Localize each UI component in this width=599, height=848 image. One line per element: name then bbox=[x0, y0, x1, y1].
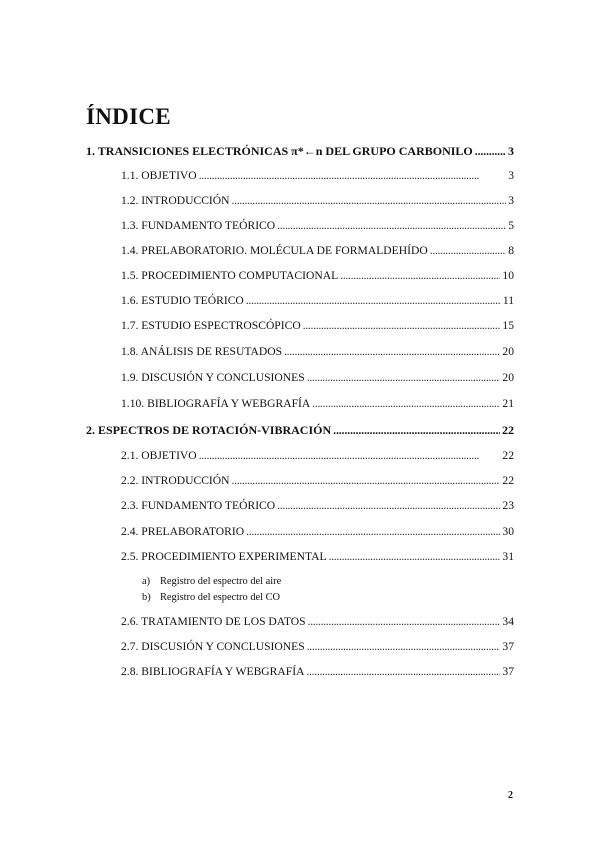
toc-item-2-7[interactable] bbox=[121, 640, 514, 654]
toc-item-1-10[interactable] bbox=[121, 397, 514, 411]
toc-page-number: 31 bbox=[502, 550, 514, 563]
toc-item-2-3[interactable] bbox=[121, 499, 514, 513]
dot-leader bbox=[475, 144, 506, 158]
subitem-title: Registro del espectro del CO bbox=[160, 592, 281, 603]
dot-leader bbox=[199, 169, 507, 183]
toc-item-1-8[interactable] bbox=[121, 345, 514, 359]
toc-item-1-4[interactable] bbox=[121, 244, 514, 258]
subitem-marker: b) bbox=[142, 592, 151, 603]
toc-page-number: 23 bbox=[502, 499, 514, 512]
toc-item-1-1[interactable] bbox=[121, 169, 514, 183]
toc-item-1-3[interactable] bbox=[121, 219, 514, 233]
toc-page-number: 3 bbox=[508, 144, 514, 158]
toc-item-1-9[interactable] bbox=[121, 371, 514, 385]
subitem-title: Registro del espectro del aire bbox=[160, 576, 282, 587]
toc-page-number: 37 bbox=[502, 640, 514, 653]
toc-page-number: 20 bbox=[502, 345, 514, 358]
toc-item-1-7[interactable] bbox=[121, 319, 514, 333]
toc-subitem-b[interactable] bbox=[142, 591, 280, 604]
toc-item-title: 2.7. DISCUSIÓN Y CONCLUSIONES bbox=[121, 640, 305, 653]
toc-item-2-4[interactable] bbox=[121, 525, 514, 539]
dot-leader bbox=[306, 665, 500, 679]
toc-item-title: 1.5. PROCEDIMIENTO COMPUTACIONAL bbox=[121, 269, 339, 282]
subitem-marker: a) bbox=[142, 576, 151, 587]
dot-leader bbox=[308, 615, 501, 629]
dot-leader bbox=[277, 499, 500, 513]
toc-item-title: 1.3. FUNDAMENTO TEÓRICO bbox=[121, 219, 276, 232]
toc-page-number: 8 bbox=[508, 244, 514, 257]
toc-section-1[interactable] bbox=[86, 144, 514, 158]
toc-section-title: 1. TRANSICIONES ELECTRÓNICAS π*←n DEL GRUPO CARBONILO bbox=[86, 144, 473, 158]
dot-leader bbox=[340, 269, 500, 283]
page-title: ÍNDICE bbox=[86, 104, 171, 129]
toc-item-title: 1.1. OBJETIVO bbox=[121, 169, 197, 182]
dot-leader bbox=[232, 474, 501, 488]
dot-leader bbox=[199, 449, 501, 463]
toc-page-number: 10 bbox=[502, 269, 514, 282]
dot-leader bbox=[333, 423, 500, 437]
toc-item-title: 2.5. PROCEDIMIENTO EXPERIMENTAL bbox=[121, 550, 327, 563]
toc-page-number: 22 bbox=[502, 423, 514, 437]
dot-leader bbox=[246, 294, 501, 308]
dot-leader bbox=[246, 525, 500, 539]
toc-page-number: 22 bbox=[502, 449, 514, 462]
toc-item-title: 2.6. TRATAMIENTO DE LOS DATOS bbox=[121, 615, 306, 628]
toc-item-2-1[interactable] bbox=[121, 449, 514, 463]
toc-item-title: 1.7. ESTUDIO ESPECTROSCÓPICO bbox=[121, 319, 301, 332]
toc-page-number: 3 bbox=[508, 169, 514, 182]
toc-item-title: 2.4. PRELABORATORIO bbox=[121, 525, 245, 538]
toc-item-title: 1.10. BIBLIOGRAFÍA Y WEBGRAFÍA bbox=[121, 397, 311, 410]
dot-leader bbox=[303, 319, 501, 333]
toc-item-title: 1.6. ESTUDIO TEÓRICO bbox=[121, 294, 244, 307]
toc-page-number: 5 bbox=[508, 219, 514, 232]
toc-page-number: 20 bbox=[502, 371, 514, 384]
dot-leader bbox=[430, 244, 506, 258]
toc-item-title: 1.4. PRELABORATORIO. MOLÉCULA DE FORMALDEHÍDO bbox=[121, 244, 428, 257]
dot-leader bbox=[277, 219, 506, 233]
toc-item-title: 1.2. INTRODUCCIÓN bbox=[121, 194, 230, 207]
toc-item-2-2[interactable] bbox=[121, 474, 514, 488]
toc-page-number: 3 bbox=[508, 194, 514, 207]
toc-item-1-5[interactable] bbox=[121, 269, 514, 283]
toc-item-2-5[interactable] bbox=[121, 550, 514, 564]
toc-item-title: 1.8. ANÁLISIS DE RESUTADOS bbox=[121, 345, 283, 358]
toc-page-number: 21 bbox=[502, 397, 514, 410]
dot-leader bbox=[312, 397, 500, 411]
toc-page-number: 22 bbox=[502, 474, 514, 487]
toc-item-title: 1.9. DISCUSIÓN Y CONCLUSIONES bbox=[121, 371, 305, 384]
dot-leader bbox=[284, 345, 500, 359]
toc-section-title: 2. ESPECTROS DE ROTACIÓN-VIBRACIÓN bbox=[86, 423, 332, 437]
toc-page-number: 15 bbox=[502, 319, 514, 332]
toc-item-2-8[interactable] bbox=[121, 665, 514, 679]
toc-subitem-a[interactable] bbox=[142, 575, 281, 588]
toc-item-1-2[interactable] bbox=[121, 194, 514, 208]
toc-section-2[interactable] bbox=[86, 423, 514, 437]
dot-leader bbox=[307, 640, 501, 654]
dot-leader bbox=[232, 194, 507, 208]
toc-page-number: 34 bbox=[502, 615, 514, 628]
dot-leader bbox=[307, 371, 501, 385]
toc-item-title: 2.2. INTRODUCCIÓN bbox=[121, 474, 230, 487]
toc-item-title: 2.1. OBJETIVO bbox=[121, 449, 197, 462]
toc-item-2-6[interactable] bbox=[121, 615, 514, 629]
toc-page-number: 11 bbox=[502, 294, 514, 307]
dot-leader bbox=[329, 550, 501, 564]
toc-item-1-6[interactable] bbox=[121, 294, 514, 308]
page-number: 2 bbox=[508, 790, 513, 801]
toc-item-title: 2.3. FUNDAMENTO TEÓRICO bbox=[121, 499, 276, 512]
toc-page-number: 30 bbox=[502, 525, 514, 538]
toc-item-title: 2.8. BIBLIOGRAFÍA Y WEBGRAFÍA bbox=[121, 665, 305, 678]
toc-page-number: 37 bbox=[502, 665, 514, 678]
